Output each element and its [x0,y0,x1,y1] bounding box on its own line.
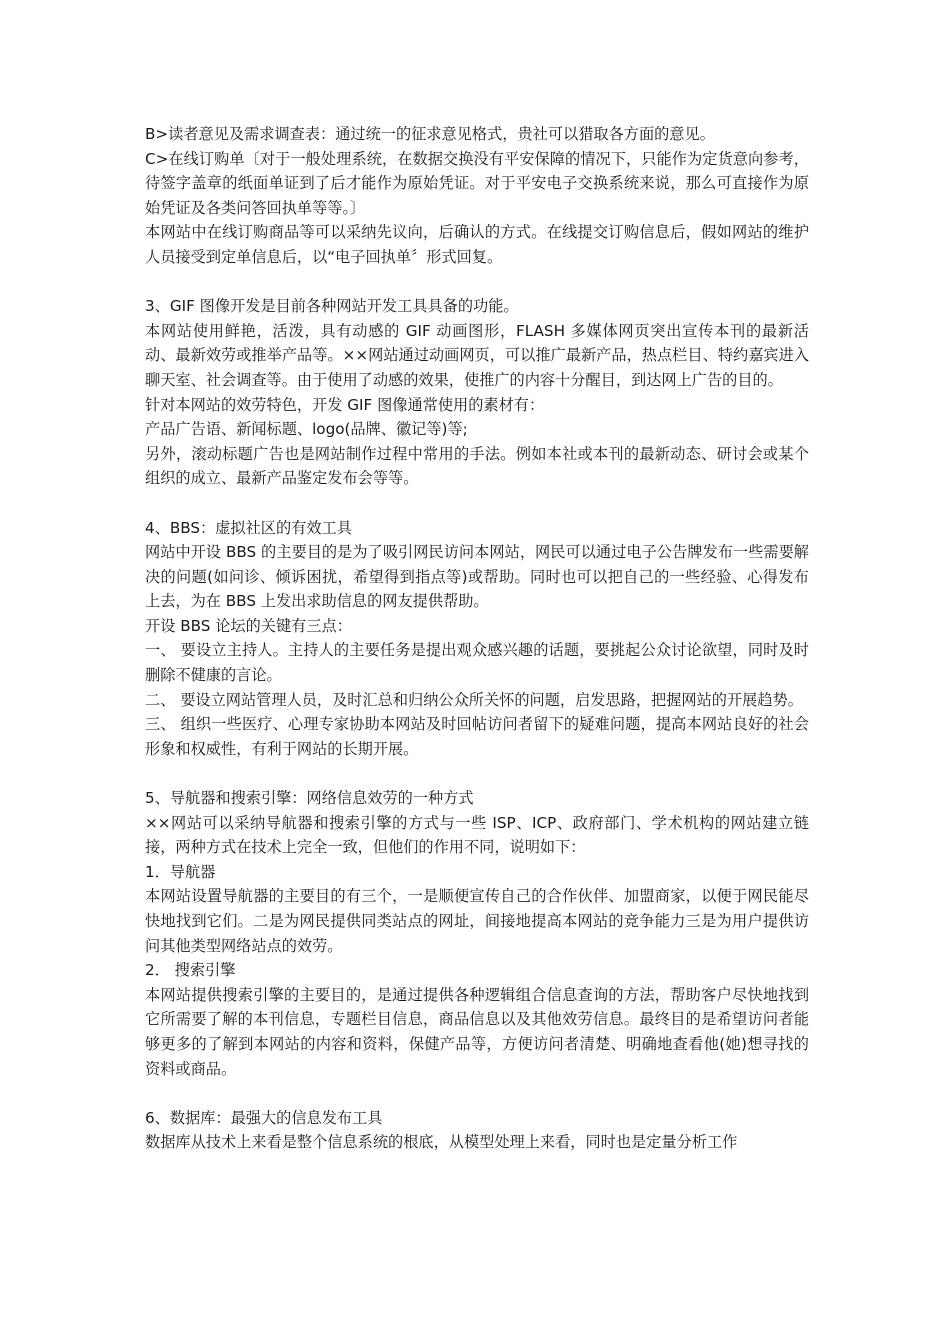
paragraph-online-order-form: C>在线订购单〔对于一般处理系统，在数据交换没有平安保障的情况下，只能作为定货意向参考，待签字盖章的纸面单证到了后才能作为原始凭证。对于平安电子交换系统来说，那么可直接作为原始凭证及各类问答回执单等等。〕 [145,149,809,217]
paragraph-navigator-purpose: 本网站设置导航器的主要目的有三个，一是顺便宣传自己的合作伙伴、加盟商家，以便于网民能尽快地找到它们。二是为网民提供同类站点的网址，间接地提高本网站的竞争能力三是为用户提供访问其他类型网络站点的效劳。 [145,887,809,955]
section-heading-navigation: 5、导航器和搜索引擎：网络信息效劳的一种方式 [145,789,474,808]
list-item-bbs-experts: 三、 组织一些医疗、心理专家协助本网站及时回帖访问者留下的疑难问题，提高本网站良好的社会形象和权威性，有利于网站的长期开展。 [145,715,809,758]
paragraph-gif-materials: 针对本网站的效劳特色，开发 GIF 图像通常使用的素材有： [145,395,545,414]
paragraph-gif-usage: 本网站使用鲜艳，活泼，具有动感的 GIF 动画图形，FLASH 多媒体网页突出宣传本刊的最新活动、最新效劳或推举产品等。××网站通过动画网页，可以推广最新产品，热点栏目、特约嘉宾进入聊天室、社会调查等。由于使用了动感的效果，使推广的内容十分醒目，到达网上广告的目的。 [145,321,809,389]
paragraph-scrolling-banner: 另外，滚动标题广告也是网站制作过程中常用的手法。例如本社或本刊的最新动态、研讨会或某个组织的成立、最新产品鉴定发布会等等。 [145,444,809,488]
blank-line [145,761,809,786]
paragraph-bbs-purpose: 网站中开设 BBS 的主要目的是为了吸引网民访问本网站，网民可以通过电子公告牌发布一些需要解决的问题(如问诊、倾诉困扰，希望得到指点等)或帮助。同时也可以把自己的一些经验、心得发布上去，为在 BBS 上发出求助信息的网友提供帮助。 [145,543,809,611]
section-heading-bbs: 4、BBS：虚拟社区的有效工具 [145,518,352,537]
list-item-bbs-host: 一、 要设立主持人。主持人的主要任务是提出观众感兴趣的话题，要挑起公众讨论欲望，同时及时删除不健康的言论。 [145,641,809,685]
blank-line [145,270,809,295]
subheading-navigator: 1．导航器 [145,862,216,881]
subheading-search-engine: 2． 搜索引擎 [145,961,236,980]
blank-line [145,1081,809,1106]
paragraph-bbs-keys: 开设 BBS 论坛的关键有三点： [145,616,352,635]
paragraph-gif-material-list: 产品广告语、新闻标题、logo(品牌、徽记等)等; [145,420,468,439]
blank-line [145,491,809,516]
section-heading-database: 6、数据库：最强大的信息发布工具 [145,1108,383,1127]
paragraph-search-engine-purpose: 本网站提供搜索引擎的主要目的，是通过提供各种逻辑组合信息查询的方法，帮助客户尽快地找到它所需要了解的本刊信息，专题栏目信息，商品信息以及其他效劳信息。最终目的是希望访问者能够更多的了解到本网站的内容和资料，保健产品等，方便访问者清楚、明确地查看他(她)想寻找的资料或商品。 [145,985,809,1078]
paragraph-reader-survey: B>读者意见及需求调查表：通过统一的征求意见格式，贵社可以猎取各方面的意见。 [145,125,715,143]
paragraph-navigation-intro: ××网站可以采纳导航器和搜索引擎的方式与一些 ISP、ICP、政府部门、学术机构的网站建立链接，两种方式在技术上完全一致，但他们的作用不同，说明如下： [145,813,809,857]
paragraph-database-intro: 数据库从技术上来看是整个信息系统的根底，从模型处理上来看，同时也是定量分析工作 [145,1133,738,1152]
section-heading-gif: 3、GIF 图像开发是目前各种网站开发工具具备的功能。 [145,297,519,316]
list-item-bbs-admin: 二、 要设立网站管理人员，及时汇总和归纳公众所关怀的问题，启发思路，把握网站的开展趋势。 [145,690,803,709]
paragraph-order-confirmation: 本网站中在线订购商品等可以采纳先议向，后确认的方式。在线提交订购信息后，假如网站的维护人员接受到定单信息后，以“电子回执单〞形式回复。 [145,223,809,266]
document-body [145,122,809,1155]
